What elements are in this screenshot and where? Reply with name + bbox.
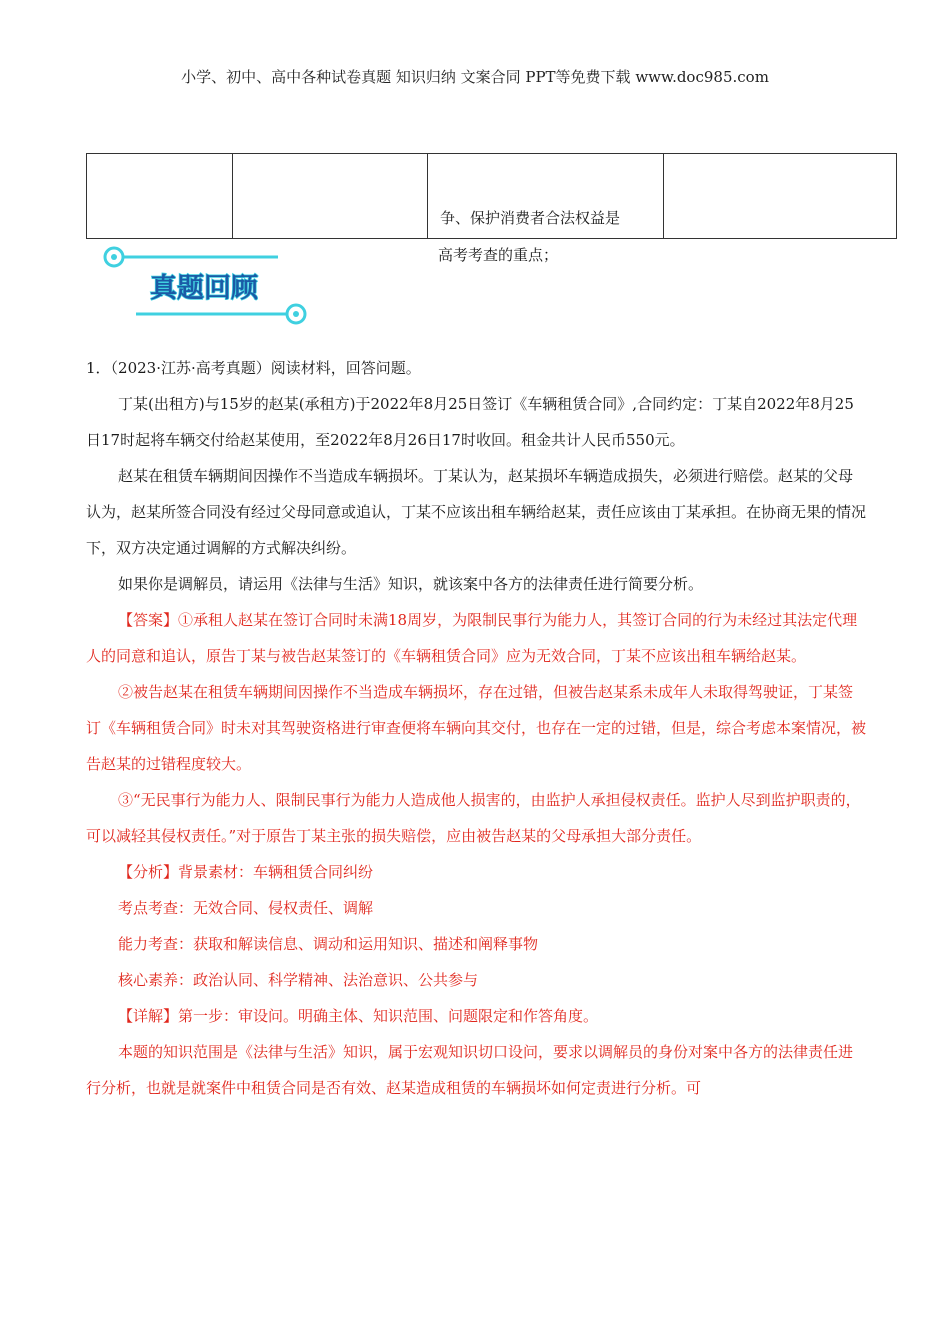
answer-point-2: ②被告赵某在租赁车辆期间因操作不当造成车辆损坏，存在过错，但被告赵某系未成年人未取得驾驶证，丁某签订《车辆租赁合同》时未对其驾驶资格进行审查便将车辆向其交付，也存在一定的过错，但是，综合考虑本案情况，被告赵某的过错程度较大。 bbox=[86, 683, 867, 773]
section-banner bbox=[100, 240, 330, 332]
analysis-topics: 考点考查：无效合同、侵权责任、调解 bbox=[118, 899, 374, 917]
continuation-table bbox=[86, 153, 897, 239]
banner-right-dot bbox=[293, 311, 299, 317]
table-cell-2 bbox=[233, 154, 428, 239]
page-header: 小学、初中、高中各种试卷真题 知识归纳 文案合同 PPT等免费下载 www.doc985.com bbox=[181, 68, 769, 86]
question-material-2: 赵某在租赁车辆期间因操作不当造成车辆损坏。丁某认为，赵某损坏车辆造成损失，必须进行赔偿。赵某的父母认为，赵某所签合同没有经过父母同意或追认，丁某不应该出租车辆给赵某，责任应该由丁某承担。在协商无果的情况下，双方决定通过调解的方式解决纠纷。 bbox=[86, 467, 867, 557]
question-content bbox=[86, 350, 866, 1106]
analysis-background: 【分析】背景素材：车辆租赁合同纠纷 bbox=[118, 863, 374, 881]
question-title: 1．（2023·江苏·高考真题）阅读材料，回答问题。 bbox=[86, 359, 421, 377]
analysis-abilities: 能力考查：获取和解读信息、调动和运用知识、描述和阐释事物 bbox=[118, 935, 539, 953]
question-material-1: 丁某(出租方)与15岁的赵某(承租方)于2022年8月25日签订《车辆租赁合同》,合同约定：丁某自2022年8月25日17时起将车辆交付给赵某使用，至2022年8月26日17时收回。租金共计人民币550元。 bbox=[86, 395, 854, 449]
table-cell-3-text: 争、保护消费者合法权益是 bbox=[440, 209, 621, 227]
table-cell-3 bbox=[428, 154, 664, 239]
table-cell-4 bbox=[664, 154, 897, 239]
answer-point-3: ③“无民事行为能力人、限制民事行为能力人造成他人损害的，由监护人承担侵权责任。监护人尽到监护职责的，可以减轻其侵权责任。”对于原告丁某主张的损失赔偿，应由被告赵某的父母承担大部分责任。 bbox=[86, 791, 861, 845]
analysis-literacy: 核心素养：政治认同、科学精神、法治意识、公共参与 bbox=[118, 971, 479, 989]
banner-label: 真题回顾 bbox=[150, 273, 258, 304]
question-prompt: 如果你是调解员，请运用《法律与生活》知识，就该案中各方的法律责任进行简要分析。 bbox=[118, 575, 704, 593]
banner-left-dot bbox=[111, 254, 117, 260]
answer-point-1: 【答案】①承租人赵某在签订合同时未满18周岁，为限制民事行为能力人，其签订合同的行为未经过其法定代理人的同意和追认，原告丁某与被告赵某签订的《车辆租赁合同》应为无效合同，丁某不应该出租车辆给赵某。 bbox=[86, 611, 858, 665]
detail-explanation: 本题的知识范围是《法律与生活》知识，属于宏观知识切口设问，要求以调解员的身份对案中各方的法律责任进行分析，也就是就案件中租赁合同是否有效、赵某造成租赁的车辆损坏如何定责进行分析。可 bbox=[86, 1043, 854, 1097]
table-overflow-text: 高考考查的重点； bbox=[438, 246, 559, 264]
detail-step-1: 【详解】第一步：审设问。明确主体、知识范围、问题限定和作答角度。 bbox=[118, 1007, 599, 1025]
table-cell-1 bbox=[87, 154, 233, 239]
